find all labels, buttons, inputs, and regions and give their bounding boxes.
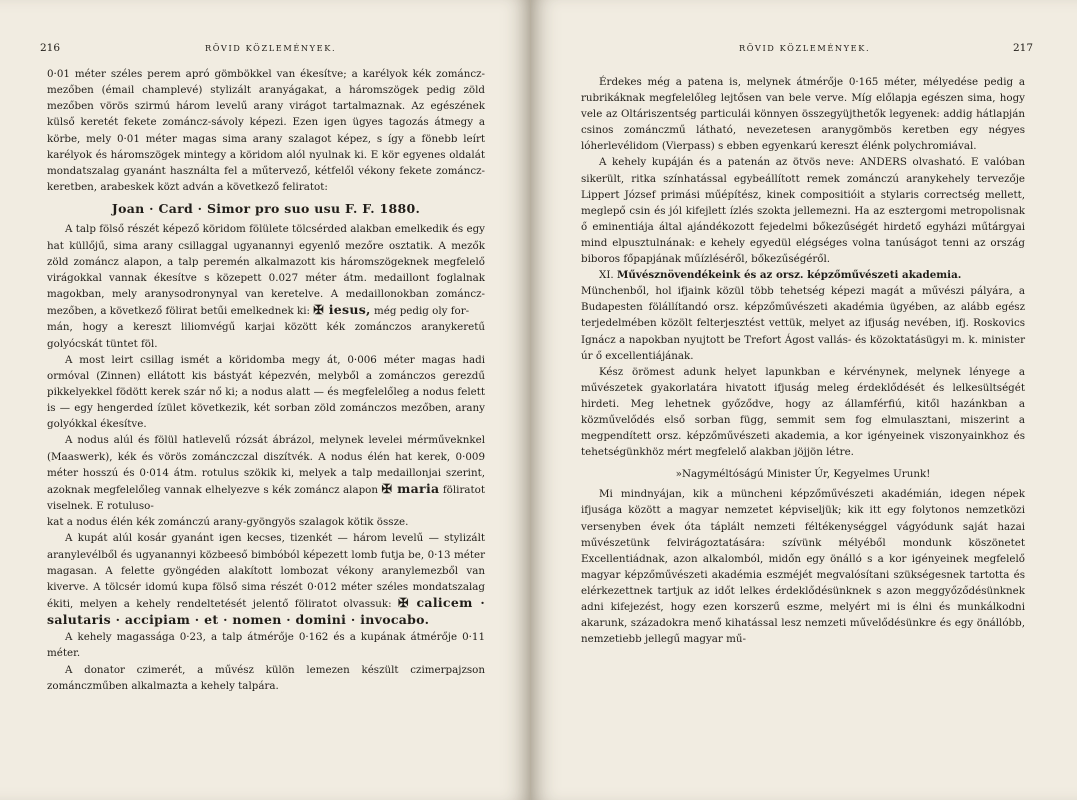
right-body-text xyxy=(581,74,1025,647)
paragraph: A donator czimerét, a művész külön lemezen készült czimerpajzson zománczműben alkalmazta a kehely talpára. xyxy=(47,663,485,692)
paragraph: A nodus alúl és fölül hatlevelű rózsát ábrázol, melynek levelei mérműveknkel (Maaswerk), kék és vörös zománczczal diszítvék. A nodus élén hat kerek, 0·009 méter hosszú és 0·014 átm. rotulus szökik ki, melyek a talp medaillonjai szerint, azoknak megfelelőleg vannak elhelyezve s kék zománcz alapon ✠ maria föliratot viselnek. E rotuluso- xyxy=(47,434,485,513)
paragraph: A kupát alúl kosár gyanánt igen kecses, tizenkét — három levelű — stylizált aranylevélből és ugyanannyi közbeeső bimbóból képezett lomb futja be, 0·13 méter magasan. A felette gyöngéden alakított lombozat vékony aranylemezből van kiverve. A tölcsér idomú kupa fölső sima részét 0·012 méter széles mondatszalag ékiti, melyen a kehely rendeltetését jelentő föliratot olvassuk: ✠ calicem · salutaris · accipiam · et · nomen · domini · invocabo. xyxy=(47,532,486,628)
paragraph: A most leirt csillag ismét a köridomba megy át, 0·006 méter magas hadi ormóval (Zinnen) ellátott kis bástyát képezvén, melyből a zománczos gerezdű pikkelyekkel födött kerek szár nő ki; a nodus alatt — és megfelelőleg a nodus felett is — egy hengerded ízület következik, két sorban zöld zománczos mezőben, arany golyókkal ékesítve. xyxy=(47,353,485,431)
inscription: Joan · Card · Simor pro suo usu F. F. 1880. xyxy=(111,201,421,217)
paragraph: kat a nodus élén kék zománczú arany-gyöngyös szalagok kötik össze. xyxy=(47,516,409,529)
paragraph: Münchenből, hol ifjaink közül több tehetség képezi magát a művészi pályára, a Budapesten fölállítandó orsz. képzőművészeti akadémia ügyében, az alább egész terjedelmében közölt felterjesztést vettük, melyet az ifjuság nevében, ifj. Roskovics Ignácz a napokban nyujtott be Trefort Ágost vallás- és közoktatásügyi m. k. minister úr ő excellentiájának. xyxy=(581,285,1025,362)
right-page xyxy=(531,0,1077,800)
running-header: RÖVID KÖZLEMÉNYEK. xyxy=(739,43,871,53)
running-header: RÖVID KÖZLEMÉNYEK. xyxy=(205,43,337,53)
paragraph: A talp fölső részét képező köridom fölülete tölcsérded alakban emelkedik és egy hat küllőjű, sima arany csillaggal ugyanannyi egyenlő mezőre osztatik. A mezők zöld zománcz alapon, a talp peremén alkalmazott kis háromszögeknek megfelelő virágokkal vannak ékesítve s közepett 0.027 méter átm. medaillont foglalnak magokban, mely aranysodronynyal van keretelve. A medaillonokban zománcz-mezőben, a következő fölirat betűi emelkednek ki: ✠ iesus, még pedig oly for- xyxy=(47,223,485,318)
paragraph: Mi mindnyájan, kik a müncheni képzőművészeti akadémián, idegen népek ifjusága között a magyar nemzetet képviseljük; kik itt egy folytonos nemzetközi versenyben évek óta táplált nemzeti féltékenységgel vágyódunk saját hazai művészetünk felvirágoztatására: szívünk mélyéből mondunk köszönetet Excellentiádnak, azon alkalomból, midőn egy önálló s a kor igényeinek megfelelő magyar képzőművészeti akadémia eszméjét megvalósítani szükségesnek tartotta és elérkezettnek tartjuk az időt lelkes érdeklődésünknek s azon meggyőződésünknek adni kifejezést, hogy ezen korszerű eszme, melyért mi is élni és munkálkodni akarunk, századokra menő kihatással lesz nemzeti művelődésünkre és egy önállóbb, nemzetiebb jellegű magyar mű- xyxy=(581,488,1025,646)
inscription-maria: ✠ maria xyxy=(381,480,440,496)
left-body-text xyxy=(47,66,485,694)
section-heading: XI. Művésznövendékeink és az orsz. képzőművészeti akademia. xyxy=(599,269,962,282)
paragraph: Érdekes még a patena is, melynek átmérője 0·165 méter, mélyedése pedig a rubrikáknak megfelelőleg lejtősen van bele verve. Míg előlapja egészen sima, hogy vele az Oltáriszentség particulái könnyen összegyüjthetők legyenek: addig hátlapján csinos zománczmű látható, nevezetesen aranygömbös keretben egy négyes lóherlevélidom (Vierpass) s ebben egyenkarú kereszt élénk polychromiával. xyxy=(581,76,1025,153)
inscription-iesus: ✠ iesus, xyxy=(313,302,371,318)
left-page xyxy=(0,0,531,800)
paragraph: A kehely magassága 0·23, a talp átmérője 0·162 és a kupának átmérője 0·11 méter. xyxy=(47,631,485,660)
address-line: »Nagyméltóságú Minister Úr, Kegyelmes Urunk! xyxy=(675,468,931,481)
paragraph: Kész örömest adunk helyet lapunkban e kérvénynek, melynek lényege a művészetek gyakorlatára hivatott ifjuság meleg érdeklődését és lelkesültségét hirdeti. Meg lehetnek győződve, hogy az államférfiú, kitől hazánkban a közművelődés első sorban függ, semmit sem fog elmulasztani, miszerint a megpendített orsz. képzőművészeti akademia, a kor igényeinek viszonyainkhoz és tehetségünkhöz mért megfelelő alakban jöjjön létre. xyxy=(581,365,1025,459)
page-number: 216 xyxy=(40,42,61,54)
paragraph: A kehely kupáján és a patenán az ötvös neve: ANDERS olvasható. E valóban sikerült, ritka színhatással egybeállított remek zománczú aranykehely tervezője Lippert József primási műépítész, kinek compositióit a stylaris correctség mellett, meglepő csin és jól kifejlett ízlés szokta jellemezni. Ha az esztergomi metropolisnak ő eminentiája által ajándékozott fejedelmi bőkezűségét hirdető egyházi műtárgyai mind elpusztulnának: e kehely egyedül elégséges volna tanúságot tenni az ország biboros főpapjának műízléséről, bőkezűségéről. xyxy=(581,156,1025,266)
inscription-calicem: ✠ calicem · salutaris · accipiam · et · nomen · domini · invocabo. xyxy=(47,595,486,628)
paragraph: mán, hogy a kereszt liliomvégű karjai között kék zománczos aranykeretű golyócskát tüntet föl. xyxy=(47,321,485,350)
page-number: 217 xyxy=(1013,42,1034,54)
section-title: Művésznövendékeink és az orsz. képzőművészeti akademia. xyxy=(616,269,962,282)
paragraph: 0·01 méter széles perem apró gömbökkel van ékesítve; a karélyok kék zománcz-mezőben (émail champlevé) stylizált aranyágakat, a háromszögek pedig zöld mezőben vörös szirmú három levelű arany virágot tartalmaznak. Az egészének külső keretét fekete zománcz-sávoly képezi. Ezen igen ügyes tagozás átmegy a körbe, mely 0·01 méter magas sima arany szalagot képez, s így a fönebb leírt karélyok és háromszögek mintegy a köridom alól nyulnak ki. E kör egyenes oldalát mondatszalag gyanánt használta fel a műtervező, kétfelől vékony fekete zománcz-keretben, arabeskek közt adván a következő feliratot: xyxy=(47,68,485,194)
